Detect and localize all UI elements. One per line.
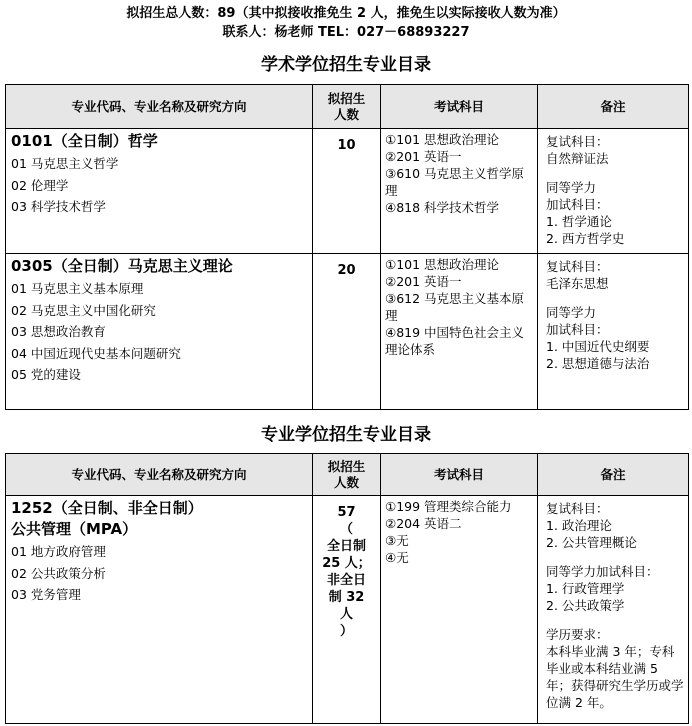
col-header-quota: 拟招生 人数 bbox=[313, 85, 381, 129]
exam-subject: ②201 英语一 bbox=[385, 274, 462, 289]
academic-section-title: 学术学位招生专业目录 bbox=[261, 55, 431, 75]
major-row bbox=[6, 129, 689, 254]
quota-cell bbox=[313, 496, 381, 724]
major-row bbox=[6, 254, 689, 410]
research-direction: 01 马克思主义哲学 bbox=[11, 156, 119, 171]
exams-cell bbox=[381, 129, 538, 254]
quota-value: 10 bbox=[337, 138, 356, 153]
total-enrollment-line: 拟招生总人数：89（其中拟接收推免生 2 人，推免生以实际接收人数为准） bbox=[126, 6, 566, 21]
note-line: 2. 公共管理概论 bbox=[546, 535, 637, 550]
notes-cell bbox=[538, 129, 689, 254]
note-line: 2. 思想道德与法治 bbox=[546, 356, 650, 371]
note-line: 同等学力加试科目： bbox=[546, 564, 659, 579]
note-line: 同等学力 bbox=[546, 305, 597, 320]
exam-subject: ④819 中国特色社会主义理论体系 bbox=[385, 325, 525, 357]
note-line: 本科毕业满 3 年；专科毕业或本科结业满 5 年；获得研究生学历或学位满 2 年。 bbox=[546, 644, 684, 710]
research-direction: 05 党的建设 bbox=[11, 367, 81, 382]
exam-subject: ②201 英语一 bbox=[385, 149, 462, 164]
note-line: 2. 公共政策学 bbox=[546, 598, 625, 613]
major-row bbox=[6, 496, 689, 724]
col-header-exams: 考试科目 bbox=[381, 85, 538, 129]
col-header-quota: 拟招生 人数 bbox=[313, 454, 381, 496]
contact-line: 联系人：杨老师 TEL：027－68893227 bbox=[222, 25, 470, 40]
research-direction: 01 马克思主义基本原理 bbox=[11, 281, 144, 296]
quota-cell bbox=[313, 254, 381, 410]
exams-cell bbox=[381, 496, 538, 724]
exam-subject: ②204 英语二 bbox=[385, 516, 462, 531]
col-header-exams: 考试科目 bbox=[381, 454, 538, 496]
professional-table bbox=[5, 453, 689, 724]
major-cell bbox=[6, 496, 313, 724]
major-title: 0101（全日制）哲学 bbox=[11, 132, 158, 150]
exam-subject: ①199 管理类综合能力 bbox=[385, 499, 512, 514]
note-line: 加试科目： bbox=[546, 197, 609, 212]
research-direction: 01 地方政府管理 bbox=[11, 544, 106, 559]
exam-subject: ①101 思想政治理论 bbox=[385, 257, 500, 272]
note-line: 自然辩证法 bbox=[546, 151, 609, 166]
exam-subject: ③无 bbox=[385, 533, 409, 548]
exams-cell bbox=[381, 254, 538, 410]
col-header-notes: 备注 bbox=[538, 454, 689, 496]
major-cell bbox=[6, 129, 313, 254]
research-direction: 03 思想政治教育 bbox=[11, 324, 106, 339]
note-line: 同等学力 bbox=[546, 180, 597, 195]
note-line: 2. 西方哲学史 bbox=[546, 231, 625, 246]
research-direction: 02 公共政策分析 bbox=[11, 565, 106, 581]
note-line: 1. 政治理论 bbox=[546, 518, 612, 533]
exam-subject: ④无 bbox=[385, 550, 409, 565]
academic-header-row bbox=[6, 85, 689, 129]
note-spacer bbox=[546, 292, 684, 304]
note-line: 复试科目： bbox=[546, 501, 609, 516]
quota-value: 20 bbox=[337, 263, 356, 278]
research-direction: 02 马克思主义中国化研究 bbox=[11, 302, 156, 318]
exam-subject: ③610 马克思主义哲学原理 bbox=[385, 166, 525, 198]
professional-header-row bbox=[6, 454, 689, 496]
note-line: 毛泽东思想 bbox=[546, 276, 609, 291]
major-title: 0305（全日制）马克思主义理论 bbox=[11, 257, 233, 275]
note-spacer bbox=[546, 167, 684, 179]
note-spacer bbox=[546, 614, 684, 626]
note-line: 1. 哲学通论 bbox=[546, 214, 612, 229]
col-header-major: 专业代码、专业名称及研究方向 bbox=[6, 85, 313, 129]
academic-table bbox=[5, 84, 689, 410]
col-header-major: 专业代码、专业名称及研究方向 bbox=[6, 454, 313, 496]
note-line: 1. 行政管理学 bbox=[546, 581, 625, 596]
exam-subject: ③612 马克思主义基本原理 bbox=[385, 291, 525, 323]
professional-section-title: 专业学位招生专业目录 bbox=[261, 425, 431, 445]
research-direction: 02 伦理学 bbox=[11, 177, 69, 193]
exam-subject: ①101 思想政治理论 bbox=[385, 132, 500, 147]
notes-cell bbox=[538, 254, 689, 410]
quota-cell bbox=[313, 129, 381, 254]
research-direction: 04 中国近现代史基本问题研究 bbox=[11, 345, 181, 361]
quota-value: 57 （ 全日制 25 人； 非全日 制 32 人 ） bbox=[322, 505, 371, 639]
research-direction: 03 科学技术哲学 bbox=[11, 199, 106, 214]
exam-subject: ④818 科学技术哲学 bbox=[385, 200, 500, 215]
notes-cell bbox=[538, 496, 689, 724]
note-line: 学历要求： bbox=[546, 627, 609, 642]
note-line: 复试科目： bbox=[546, 134, 609, 149]
research-direction: 03 党务管理 bbox=[11, 587, 81, 602]
major-cell bbox=[6, 254, 313, 410]
note-line: 1. 中国近代史纲要 bbox=[546, 339, 650, 354]
major-title: 1252（全日制、非全日制） 公共管理（MPA） bbox=[11, 499, 203, 538]
note-line: 加试科目： bbox=[546, 322, 609, 337]
note-spacer bbox=[546, 551, 684, 563]
col-header-notes: 备注 bbox=[538, 85, 689, 129]
note-line: 复试科目： bbox=[546, 259, 609, 274]
